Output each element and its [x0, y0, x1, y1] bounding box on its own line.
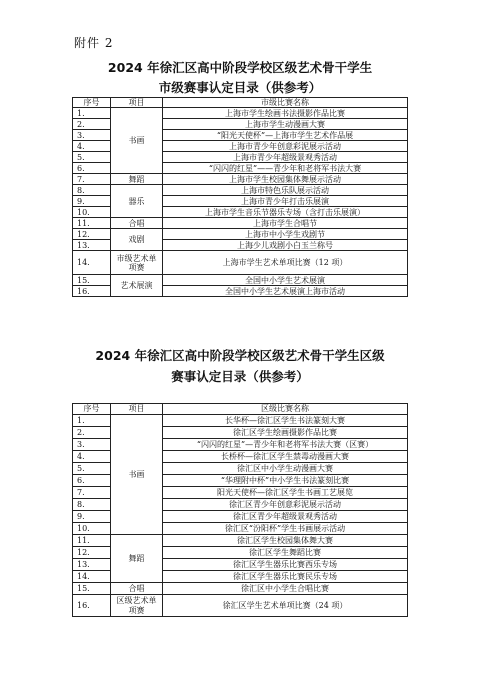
table-row	[73, 174, 408, 185]
table-row	[73, 583, 408, 595]
table-row	[73, 185, 408, 196]
competition-name: “闪闪的红星”—青少年和老将军书法大赛（区赛）	[163, 439, 408, 451]
competition-name: 长华杯—徐汇区学生书法篆刻大赛	[163, 415, 408, 427]
row-number: 11.	[73, 218, 111, 229]
row-number: 13.	[73, 240, 111, 251]
competition-name: 徐汇区学生器乐比赛民乐专场	[163, 571, 408, 583]
competition-name: 徐汇区中小学生动漫画大赛	[163, 463, 408, 475]
competition-name: 上海市学生动漫画大赛	[163, 119, 408, 130]
competition-name: 徐汇区学生校园集体舞大赛	[163, 535, 408, 547]
category-cell: 艺术展演	[111, 275, 163, 297]
table-row	[73, 535, 408, 547]
category-cell: 合唱	[111, 218, 163, 229]
competition-name: 徐汇区学生器乐比赛西乐专场	[163, 559, 408, 571]
table-row	[73, 275, 408, 286]
competition-name: 上海市学生合唱节	[163, 218, 408, 229]
row-number: 16.	[73, 286, 111, 297]
table-row	[73, 251, 408, 275]
competition-name: 上海市青少年超级景观秀活动	[163, 152, 408, 163]
table-row	[73, 218, 408, 229]
row-number: 10.	[73, 523, 111, 535]
competition-name: 徐汇区青少年创意彩泥展示活动	[163, 499, 408, 511]
competition-name: 徐汇区“汾阳杯”学生书画展示活动	[163, 523, 408, 535]
row-number: 9.	[73, 511, 111, 523]
row-number: 14.	[73, 571, 111, 583]
section1-title-line1: 2024 年徐汇区高中阶段学校区级艺术骨干学生	[107, 60, 373, 75]
municipal-competition-table	[72, 97, 408, 297]
row-number: 12.	[73, 229, 111, 240]
competition-name: 全国中小学生艺术展演上海市活动	[163, 286, 408, 297]
category-cell: 舞蹈	[111, 174, 163, 185]
row-number: 3.	[73, 439, 111, 451]
row-number: 2.	[73, 119, 111, 130]
competition-name: 上海市学生校园集体舞展示活动	[163, 174, 408, 185]
section2-title-line1: 2024 年徐汇区高中阶段学校区级艺术骨干学生区级	[95, 348, 385, 363]
competition-name: “闪闪的红星”——青少年和老将军书法大赛	[163, 163, 408, 174]
category-cell: 合唱	[111, 583, 163, 595]
competition-name: 上海市中小学生戏剧节	[163, 229, 408, 240]
attachment-label: 附件 2	[74, 36, 114, 50]
table-row	[73, 108, 408, 119]
row-number: 16.	[73, 595, 111, 617]
row-number: 2.	[73, 427, 111, 439]
column-header-category: 项目	[111, 404, 163, 415]
competition-name: 阳光天使杯—徐汇区学生书画工艺展览	[163, 487, 408, 499]
row-number: 6.	[73, 475, 111, 487]
category-cell: 舞蹈	[111, 535, 163, 583]
table-row	[73, 229, 408, 240]
row-number: 1.	[73, 108, 111, 119]
category-cell: 器乐	[111, 185, 163, 218]
row-number: 6.	[73, 163, 111, 174]
row-number: 15.	[73, 583, 111, 595]
column-header-category: 项目	[111, 98, 163, 108]
competition-name: 徐汇区学生艺术单项比赛（24 项）	[163, 595, 408, 617]
row-number: 7.	[73, 487, 111, 499]
row-number: 1.	[73, 415, 111, 427]
column-header-number: 序号	[73, 98, 111, 108]
row-number: 9.	[73, 196, 111, 207]
competition-name: 全国中小学生艺术展演	[163, 275, 408, 286]
row-number: 3.	[73, 130, 111, 141]
competition-name: 徐汇区青少年超级景观秀活动	[163, 511, 408, 523]
category-cell: 书画	[111, 108, 163, 174]
row-number: 4.	[73, 451, 111, 463]
column-header-competition: 市级比赛名称	[163, 98, 408, 108]
competition-name: 徐汇区学生舞蹈比赛	[163, 547, 408, 559]
row-number: 15.	[73, 275, 111, 286]
column-header-competition: 区级比赛名称	[163, 404, 408, 415]
competition-name: “阳光天使杯”—上海市学生艺术作品展	[163, 130, 408, 141]
row-number: 4.	[73, 141, 111, 152]
table-row	[73, 415, 408, 427]
category-cell: 书画	[111, 415, 163, 535]
row-number: 12.	[73, 547, 111, 559]
row-number: 8.	[73, 185, 111, 196]
competition-name: 徐汇区中小学生合唱比赛	[163, 583, 408, 595]
competition-name: 上海少儿戏剧小白玉兰称号	[163, 240, 408, 251]
column-header-number: 序号	[73, 404, 111, 415]
row-number: 10.	[73, 207, 111, 218]
section2-title-line2: 赛事认定目录（供参考）	[171, 369, 309, 384]
section1-title-line2: 市级赛事认定目录（供参考）	[158, 80, 322, 95]
competition-name: “华理附中杯”中小学生书法篆刻比赛	[163, 475, 408, 487]
table-row	[73, 595, 408, 617]
competition-name: 上海市学生艺术单项比赛（12 项）	[163, 251, 408, 275]
competition-name: 上海市青少年创意彩泥展示活动	[163, 141, 408, 152]
district-competition-table	[72, 403, 408, 617]
competition-name: 上海市特色乐队展示活动	[163, 185, 408, 196]
row-number: 8.	[73, 499, 111, 511]
row-number: 7.	[73, 174, 111, 185]
category-cell: 市级艺术单项赛	[111, 251, 163, 275]
row-number: 5.	[73, 463, 111, 475]
competition-name: 上海市青少年打击乐展演	[163, 196, 408, 207]
category-cell: 区级艺术单项赛	[111, 595, 163, 617]
competition-name: 上海市学生音乐节器乐专场（含打击乐展演）	[163, 207, 408, 218]
category-cell: 戏剧	[111, 229, 163, 251]
competition-name: 长桥杯—徐汇区学生禁毒动漫画大赛	[163, 451, 408, 463]
row-number: 5.	[73, 152, 111, 163]
row-number: 14.	[73, 251, 111, 275]
row-number: 11.	[73, 535, 111, 547]
competition-name: 上海市学生绘画书法摄影作品比赛	[163, 108, 408, 119]
competition-name: 徐汇区学生绘画摄影作品比赛	[163, 427, 408, 439]
row-number: 13.	[73, 559, 111, 571]
